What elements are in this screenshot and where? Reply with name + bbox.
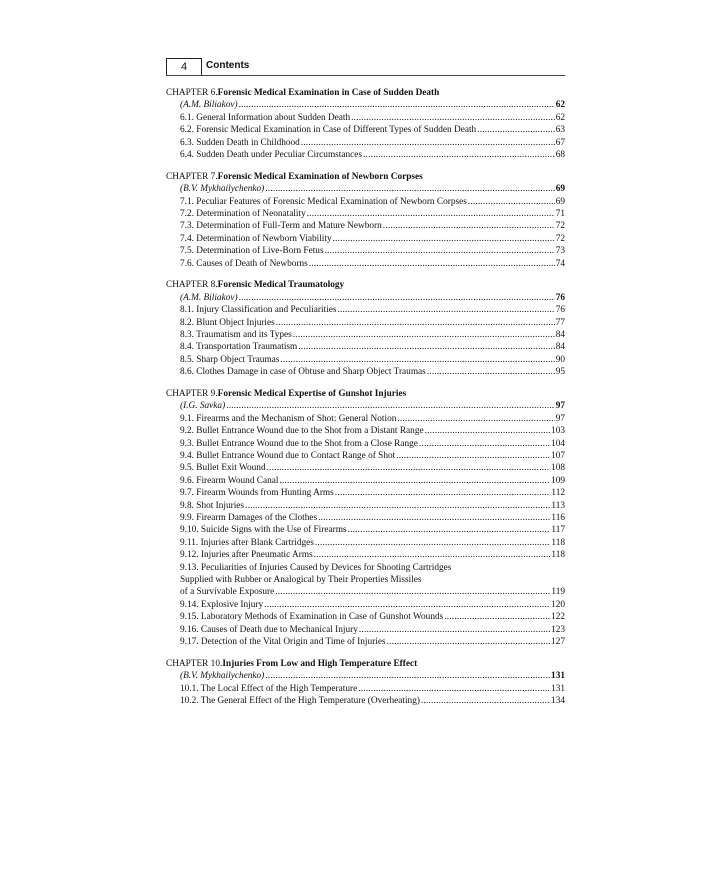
chapter-author-line [166,99,565,111]
toc-entry [166,329,565,341]
toc-entry-page: 90 [555,354,565,365]
leader-dots [396,450,550,462]
toc-entry-page: 107 [551,451,565,462]
toc-entry-page: 134 [551,695,565,706]
chapter-title: Forensic Medical Traumatology [217,280,345,291]
toc-entry-title: 7.2. Determination of Neonatality [180,209,306,220]
toc-entry-title: 6.2. Forensic Medical Examination in Case of Different Types of Sudden Death [180,125,477,136]
chapter-author: (B.V. Mykhailychenko) [180,671,265,682]
leader-dots [293,329,555,341]
toc-entry [166,450,565,462]
toc-entry [166,462,565,474]
leader-dots [387,636,550,648]
leader-dots [397,413,554,425]
toc-entry-page: 97 [555,413,565,424]
toc-entry-title: of a Survivable Exposure [180,587,275,598]
chapter-page: 76 [555,292,565,303]
chapter-heading [166,171,565,183]
toc-entry-title: 9.2. Bullet Entrance Wound due to the Shot from a Distant Range [180,426,424,437]
toc-entry [166,425,565,437]
chapter-block [166,279,565,378]
chapter-author: (I.G. Savka) [180,401,226,412]
leader-dots [298,341,554,353]
toc-entry-title: 7.6. Causes of Death of Newborns [180,258,308,269]
toc-entry-title: 9.13. Peculiarities of Injuries Caused by Devices for Shooting Cartridges [180,562,452,573]
leader-dots [239,99,555,111]
toc-entry [166,695,565,707]
chapter-title: Forensic Medical Examination of Newborn Corpses [217,171,423,182]
toc-entry-title: 7.1. Peculiar Features of Forensic Medical Examination of Newborn Corpses [180,196,467,207]
toc-entry [166,149,565,161]
toc-entry [166,112,565,124]
toc-entry-page: 131 [551,683,565,694]
toc-entry [166,220,565,232]
leader-dots [427,366,555,378]
toc-entry-page: 113 [551,500,565,511]
toc-entry-page: 84 [555,342,565,353]
page-title: Contents [206,60,250,71]
leader-dots [325,245,555,257]
chapter-label: CHAPTER 9. [166,389,218,400]
leader-dots [264,599,550,611]
toc-entry [166,500,565,512]
leader-dots [267,462,550,474]
leader-dots [359,624,550,636]
chapter-author: (A.M. Biliakov) [180,100,238,111]
toc-entry [166,317,565,329]
toc-entry [166,586,565,598]
toc-entry-title: 7.5. Determination of Live-Born Fetus [180,246,324,257]
toc-entry [166,636,565,648]
chapter-page: 97 [555,401,565,412]
toc-entry [166,487,565,499]
toc-entry-title: 9.10. Suicide Signs with the Use of Firearms [180,525,347,536]
toc-entry [166,574,565,586]
toc-entry-title: 9.8. Shot Injuries [180,500,245,511]
toc-entry-page: 67 [555,137,565,148]
leader-dots [307,208,555,220]
leader-dots [318,512,550,524]
toc-entry [166,137,565,149]
toc-entry-page: 69 [555,196,565,207]
chapter-title: Forensic Medical Expertise of Gunshot Injuries [217,389,407,400]
toc-entry [166,611,565,623]
toc-entry-title: 9.9. Firearm Damages of the Clothes [180,513,318,523]
toc-entry [166,512,565,524]
toc-entry [166,354,565,366]
leader-dots [337,304,554,316]
page-header [166,58,565,76]
toc-entry-page: 72 [555,221,565,232]
leader-dots [265,670,550,682]
toc-entry-page: 84 [555,330,565,341]
chapter-label: CHAPTER 10. [166,658,223,669]
header-rule [166,75,565,76]
leader-dots [265,183,554,195]
toc-entry-page: 73 [555,246,565,257]
leader-dots [333,233,555,245]
toc-entry-title: 6.3. Sudden Death in Childhood [180,137,300,148]
leader-dots [419,438,550,450]
toc-entry-title: 8.5. Sharp Object Traumas [180,354,280,365]
toc-entry-page: 72 [555,233,565,244]
leader-dots [314,549,551,561]
toc-entry-page: 118 [551,550,565,561]
toc-entry-title: Supplied with Rubber or Analogical by Their Properties Missiles [180,574,422,585]
toc-entry-title: 8.3. Traumatism and its Types [180,330,292,341]
toc-entry-page: 123 [551,624,565,635]
toc-entry-page: 120 [551,599,565,610]
toc-entry-title: 9.16. Causes of Death due to Mechanical Injury [180,624,358,635]
toc-entry-title: 10.2. The General Effect of the High Temperature (Overheating) [180,695,420,706]
leader-dots [425,425,550,437]
toc-entry-title: 6.1. General Information about Sudden Death [180,112,351,123]
toc-entry-title: 8.2. Blunt Object Injuries [180,317,275,328]
toc-entry [166,245,565,257]
chapter-heading [166,87,565,99]
leader-dots [358,683,550,695]
chapter-author: (A.M. Biliakov) [180,292,238,303]
toc-entry-page: 76 [555,305,565,316]
toc-entry-title: 9.12. Injuries after Pneumatic Arms [180,550,313,561]
chapter-title: Forensic Medical Examination in Case of Sudden Death [217,88,440,98]
chapter-heading [166,658,565,670]
leader-dots [348,524,551,536]
leader-dots [301,137,555,149]
toc-entry-title: 9.17. Detection of the Vital Origin and Time of Injuries [180,636,386,647]
toc-entry-title: 7.4. Determination of Newborn Viability [180,233,332,244]
toc-entry-page: 118 [551,537,565,548]
leader-dots [239,292,555,304]
toc-entry [166,196,565,208]
toc-entry [166,549,565,561]
toc-entry [166,258,565,270]
leader-dots [421,695,550,707]
toc-entry-page: 108 [551,463,565,474]
toc-entry-title: 8.6. Clothes Damage in case of Obtuse and Sharp Object Traumas [180,367,426,378]
toc-entry [166,562,565,574]
chapter-author-line [166,292,565,304]
toc-entry [166,599,565,611]
leader-dots [351,112,555,124]
chapter-title: Injuries From Low and High Temperature Effect [222,658,418,669]
toc-entry-page: 109 [551,475,565,486]
leader-dots [280,475,551,487]
toc-entry-page: 122 [551,612,565,623]
toc-entry [166,304,565,316]
toc-entry-page: 119 [551,587,565,598]
chapter-heading [166,279,565,291]
leader-dots [226,400,555,412]
leader-dots [363,149,555,161]
chapter-author-line [166,400,565,412]
toc-entry [166,124,565,136]
toc-entry-page: 74 [555,258,565,269]
toc-entry [166,366,565,378]
chapter-author-line [166,183,565,195]
toc-entry-title: 9.6. Firearm Wound Canal [180,475,279,486]
leader-dots [335,487,551,499]
toc-entry [166,683,565,695]
toc-entry-page: 112 [551,488,565,499]
chapter-page: 131 [551,671,565,682]
chapter-block [166,388,565,648]
toc-entry-page: 104 [551,438,565,449]
chapter-page: 62 [555,100,565,111]
toc-entry-page: 62 [555,112,565,123]
toc-entry-title: 9.4. Bullet Entrance Wound due to Contact Range of Shot [180,451,396,462]
toc-entry [166,475,565,487]
toc-entry-title: 9.1. Firearms and the Mechanism of Shot: General Notion [180,413,397,424]
toc-entry [166,208,565,220]
chapter-label: CHAPTER 6. [166,88,218,98]
toc-entry-title: 10.1. The Local Effect of the High Temperature [180,683,358,694]
chapter-block [166,658,565,708]
toc-entry-title: 6.4. Sudden Death under Peculiar Circumstances [180,149,363,160]
toc-entry-page: 116 [551,513,565,523]
toc-entry-title: 9.7. Firearm Wounds from Hunting Arms [180,488,334,499]
toc-entry [166,413,565,425]
leader-dots [383,220,555,232]
toc-entry [166,537,565,549]
leader-dots [275,586,550,598]
toc-entry-page: 95 [555,367,565,378]
table-of-contents [166,87,565,717]
chapter-label: CHAPTER 8. [166,280,218,291]
leader-dots [276,317,555,329]
leader-dots [468,196,555,208]
toc-entry-page: 71 [555,209,565,220]
leader-dots [315,537,550,549]
toc-entry-title: 8.4. Transportation Traumatism [180,342,298,353]
toc-entry-page: 103 [551,426,565,437]
toc-entry [166,624,565,636]
toc-entry-title: 9.15. Laboratory Methods of Examination in Case of Gunshot Wounds [180,612,444,623]
chapter-page: 69 [555,184,565,195]
toc-entry-title: 9.14. Explosive Injury [180,599,264,610]
toc-entry-title: 9.3. Bullet Entrance Wound due to the Shot from a Close Range [180,438,418,449]
chapter-author: (B.V. Mykhailychenko) [180,184,265,195]
chapter-heading [166,388,565,400]
toc-entry [166,233,565,245]
toc-entry-title: 7.3. Determination of Full-Term and Mature Newborn [180,221,382,232]
toc-entry-page: 63 [555,125,565,136]
leader-dots [280,354,554,366]
toc-entry-page: 68 [555,149,565,160]
toc-entry [166,341,565,353]
chapter-author-line [166,670,565,682]
chapter-block [166,171,565,270]
toc-entry-page: 117 [551,525,565,536]
toc-entry-title: 9.11. Injuries after Blank Cartridges [180,537,314,548]
toc-entry-title: 8.1. Injury Classification and Peculiarities [180,305,337,316]
leader-dots [477,124,555,136]
toc-entry [166,438,565,450]
leader-dots [444,611,550,623]
toc-entry-title: 9.5. Bullet Exit Wound [180,463,266,474]
chapter-block [166,87,565,161]
chapter-label: CHAPTER 7. [166,171,218,182]
toc-entry-page: 77 [555,317,565,328]
leader-dots [309,258,555,270]
toc-entry-page: 127 [551,636,565,647]
page-number: 4 [166,58,202,76]
toc-entry [166,524,565,536]
leader-dots [245,500,550,512]
